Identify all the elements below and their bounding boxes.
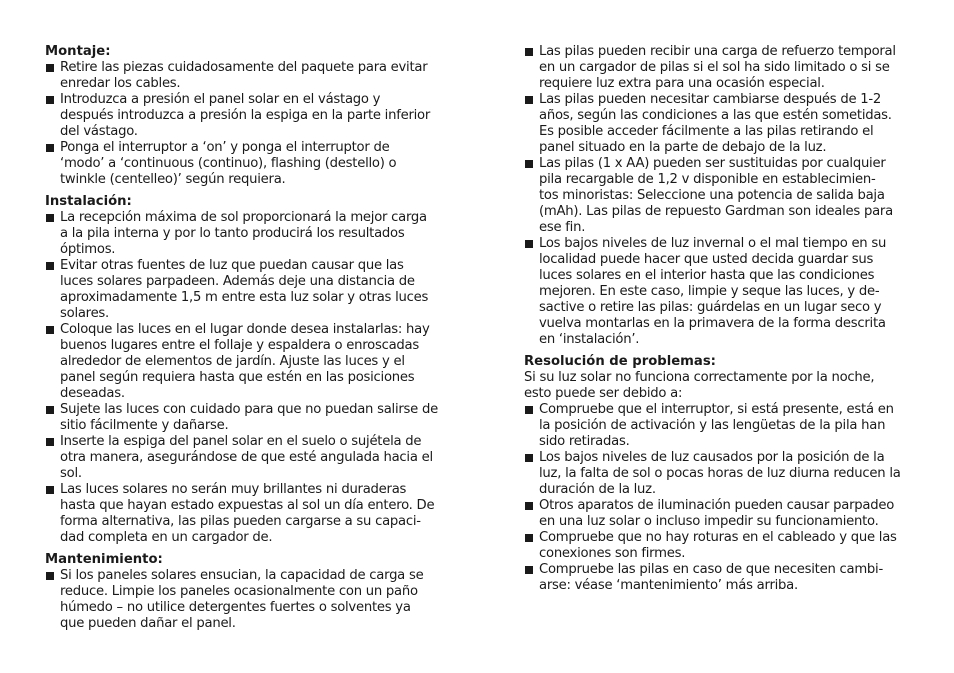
list-item-text: Otros aparatos de iluminación pueden causar parpadeo en una luz solar o incluso impedir su funcionamiento. [539, 498, 895, 529]
list-item [45, 60, 441, 92]
resolucion-heading: Resolución de problemas: [524, 354, 716, 369]
left-column [45, 44, 441, 632]
list-item [45, 482, 441, 546]
list-item-text: Las pilas (1 x AA) pueden ser sustituidas por cualquier pila recargable de 1,2 v disponible en establecimien- tos minoristas: Seleccione una potencia de salida baja (mAh). Las pilas de repuesto Gardman son ideales para ese fin. [539, 156, 893, 235]
list-item [45, 140, 441, 188]
mantenimiento-heading: Mantenimiento: [45, 552, 163, 567]
list-item [524, 156, 908, 236]
resolucion-list [524, 402, 908, 594]
list-item [45, 402, 441, 434]
list-item-text: Ponga el interruptor a ‘on’ y ponga el interruptor de ‘modo’ a ‘continuous (continuo), flashing (destello) o twinkle (centelleo)’ según requiera. [60, 140, 397, 187]
list-item-text: Compruebe que el interruptor, si está presente, está en la posición de activación y las lengüetas de la pila han sido retiradas. [539, 402, 894, 449]
list-item-text: Las pilas pueden necesitar cambiarse después de 1-2 años, según las condiciones a las que estén sometidas. Es posible acceder fácilmente a las pilas retirando el panel situado en la parte de debajo de la luz. [539, 92, 892, 155]
mantenimiento-continued-list [524, 44, 908, 348]
list-item-text: Si los paneles solares ensucian, la capacidad de carga se reduce. Limpie los paneles ocasionalmente con un paño húmedo – no utilice detergentes fuertes o solventes ya que pueden dañar el panel. [60, 568, 424, 631]
list-item-text: Compruebe que no hay roturas en el cableado y que las conexiones son firmes. [539, 530, 897, 561]
list-item-text: Las pilas pueden recibir una carga de refuerzo temporal en un cargador de pilas si el sol ha sido limitado o si se requiere luz extra para una ocasión especial. [539, 44, 896, 91]
instalacion-list [45, 210, 441, 546]
square-bullet-icon [525, 160, 533, 168]
square-bullet-icon [46, 144, 54, 152]
list-item [524, 530, 908, 562]
square-bullet-icon [525, 96, 533, 104]
list-item-text: Las luces solares no serán muy brillantes ni duraderas hasta que hayan estado expuestas al sol un día entero. De forma alternativa, las pilas pueden cargarse a su capaci- dad completa en un cargador de. [60, 482, 435, 545]
list-item [45, 210, 441, 258]
square-bullet-icon [46, 438, 54, 446]
list-item [45, 258, 441, 322]
list-item-text: Introduzca a presión el panel solar en el vástago y después introduzca a presión la espiga en la parte inferior del vástago. [60, 92, 431, 139]
square-bullet-icon [46, 486, 54, 494]
square-bullet-icon [46, 262, 54, 270]
montaje-list [45, 60, 441, 188]
resolucion-intro: Si su luz solar no funciona correctamente por la noche, esto puede ser debido a: [524, 370, 875, 401]
list-item [524, 450, 908, 498]
square-bullet-icon [46, 96, 54, 104]
list-item [524, 44, 908, 92]
square-bullet-icon [525, 502, 533, 510]
instalacion-heading: Instalación: [45, 194, 132, 209]
list-item [45, 568, 441, 632]
list-item [45, 322, 441, 402]
right-column [524, 44, 908, 594]
square-bullet-icon [46, 64, 54, 72]
square-bullet-icon [46, 406, 54, 414]
list-item [524, 562, 908, 594]
montaje-heading: Montaje: [45, 44, 111, 59]
list-item-text: Sujete las luces con cuidado para que no puedan salirse de sitio fácilmente y dañarse. [60, 402, 438, 433]
list-item [45, 434, 441, 482]
square-bullet-icon [525, 534, 533, 542]
list-item-text: Los bajos niveles de luz invernal o el mal tiempo en su localidad puede hacer que usted decida guardar sus luces solares en el interior hasta que las condiciones mejoren. En este caso, limpie y seque las luces, y de- sactive o retire las pilas: guárdelas en un lugar seco y vuelva montarlas en la primavera de la forma descrita en ‘instalación’. [539, 236, 887, 347]
square-bullet-icon [525, 406, 533, 414]
square-bullet-icon [46, 572, 54, 580]
square-bullet-icon [46, 214, 54, 222]
square-bullet-icon [46, 326, 54, 334]
list-item-text: Compruebe las pilas en caso de que necesiten cambi- arse: véase ‘mantenimiento’ más arriba. [539, 562, 883, 593]
list-item-text: La recepción máxima de sol proporcionará la mejor carga a la pila interna y por lo tanto producirá los resultados óptimos. [60, 210, 427, 257]
list-item-text: Inserte la espiga del panel solar en el suelo o sujétela de otra manera, asegurándose de que esté angulada hacia el sol. [60, 434, 433, 481]
list-item [524, 402, 908, 450]
mantenimiento-list [45, 568, 441, 632]
square-bullet-icon [525, 566, 533, 574]
square-bullet-icon [525, 454, 533, 462]
list-item [524, 92, 908, 156]
square-bullet-icon [525, 48, 533, 56]
list-item-text: Retire las piezas cuidadosamente del paquete para evitar enredar los cables. [60, 60, 428, 91]
list-item [524, 236, 908, 348]
list-item-text: Coloque las luces en el lugar donde desea instalarlas: hay buenos lugares entre el follaje y espaldera o enroscadas alrededor de elementos de jardín. Ajuste las luces y el panel según requiera hasta que estén en las posiciones deseadas. [60, 322, 430, 401]
list-item-text: Evitar otras fuentes de luz que puedan causar que las luces solares parpadeen. Además deje una distancia de aproximadamente 1,5 m entre esta luz solar y otras luces solares. [60, 258, 429, 321]
list-item [45, 92, 441, 140]
list-item-text: Los bajos niveles de luz causados por la posición de la luz, la falta de sol o pocas horas de luz diurna reducen la duración de la luz. [539, 450, 901, 497]
square-bullet-icon [525, 240, 533, 248]
list-item [524, 498, 908, 530]
